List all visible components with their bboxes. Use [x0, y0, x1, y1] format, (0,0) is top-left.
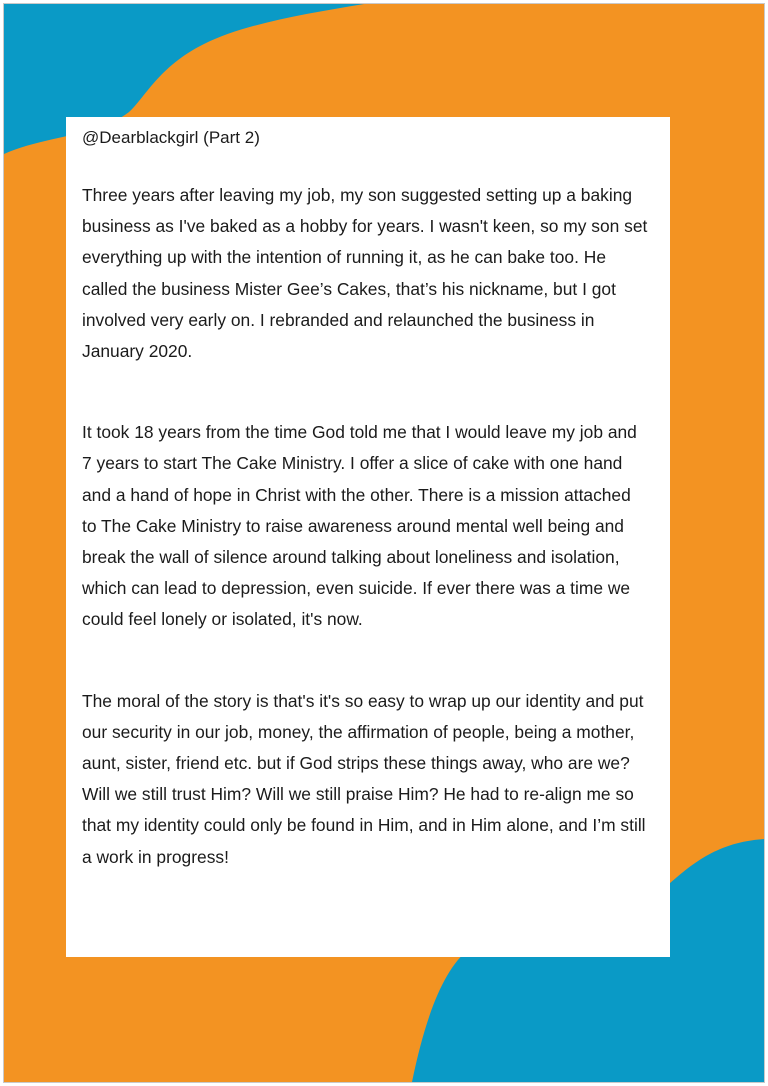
paragraph-3: The moral of the story is that's it's so easy to wrap up our identity and put our security in our job, money, the affirmation of people, being a mother, aunt, sister, friend etc. but if God strips these things away, who are we? Will we still trust Him? Will we still praise Him? He had to re-align me so that my identity could only be found in Him, and in Him alone, and I’m still a work in progress!: [82, 690, 646, 867]
author-handle: @Dearblackgirl (Part 2): [82, 128, 260, 147]
paragraph-1: Three years after leaving my job, my son suggested setting up a baking business as I've baked as a hobby for years. I wasn't keen, so my son set everything up with the intention of running it, as he can bake too. He called the business Mister Gee’s Cakes, that’s his nickname, but I got involved very early on. I rebranded and relaunched the business in January 2020.: [82, 185, 648, 362]
paragraph-2: It took 18 years from the time God told me that I would leave my job and 7 years to start The Cake Ministry. I offer a slice of cake with one hand and a hand of hope in Christ with the other. There is a mission attached to The Cake Ministry to raise awareness around mental well being and break the wall of silence around talking about loneliness and isolation, which can lead to depression, even suicide. If ever there was a time we could feel lonely or isolated, it's now.: [82, 422, 637, 630]
page-frame: [3, 3, 765, 1083]
text-card: [66, 117, 670, 957]
